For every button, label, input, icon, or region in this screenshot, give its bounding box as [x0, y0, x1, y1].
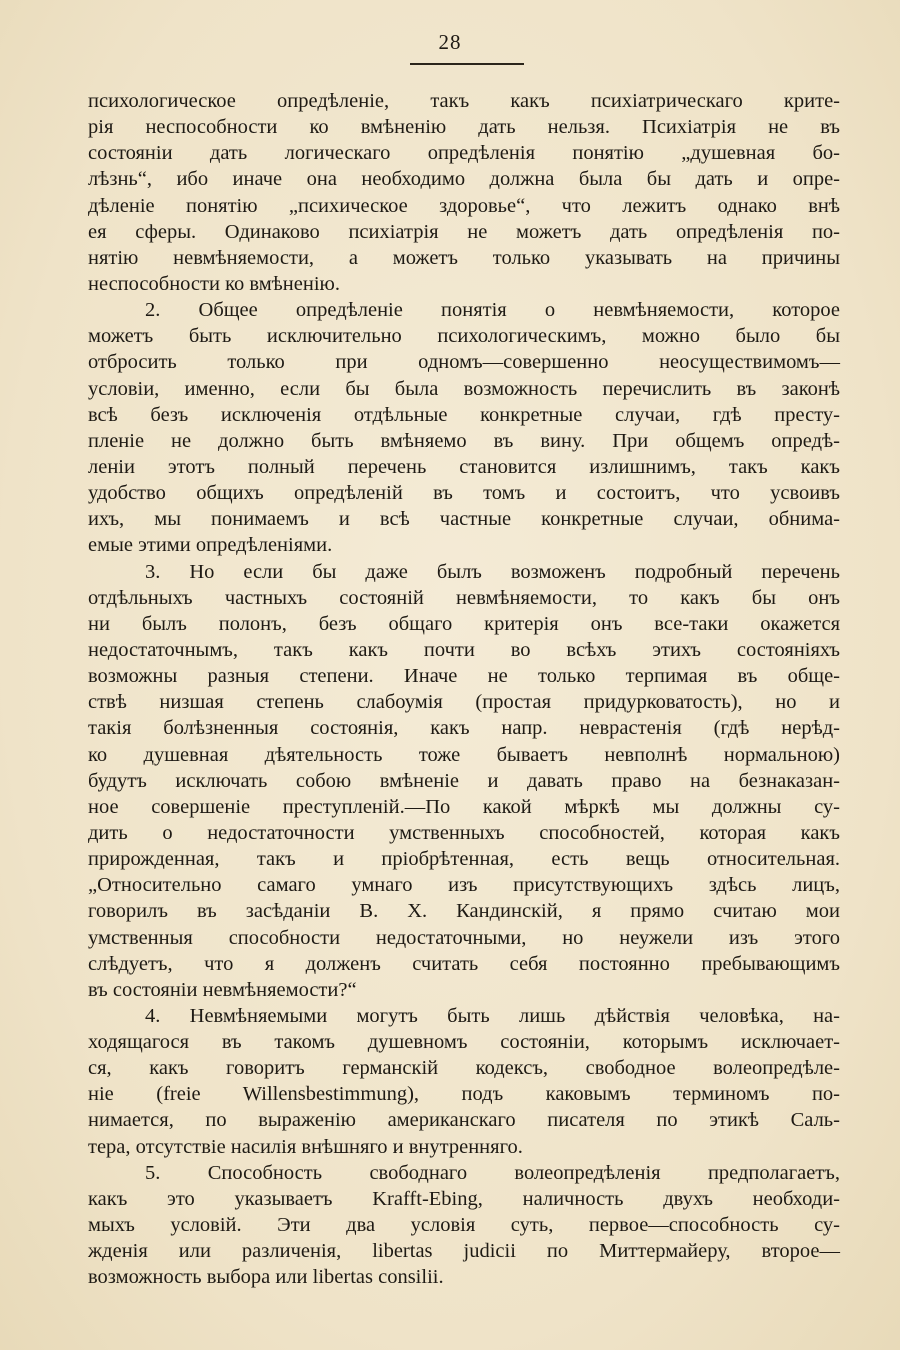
text-line: дить о недостаточности умственныхъ способностей, которая какъ — [88, 821, 840, 844]
text-line: неспособности ко вмѣненію. — [88, 272, 340, 295]
text-line: леніи этотъ полный перечень становится излишнимъ, такъ какъ — [88, 455, 840, 478]
text-line: ное совершеніе преступленій.—По какой мѣркѣ мы должны су- — [88, 795, 840, 818]
text-line: ко душевная дѣятельность тоже бываетъ невполнѣ нормальною) — [88, 743, 840, 766]
text-line: отдѣльныхъ частныхъ состояній невмѣняемости, то какъ бы онъ — [88, 586, 840, 609]
text-line: удобство общихъ опредѣленій въ томъ и состоитъ, что усвоивъ — [88, 482, 840, 505]
text-line: мыхъ условій. Эти два условія суть, первое—способность су- — [88, 1214, 840, 1237]
page-number: 28 — [438, 30, 462, 54]
text-line: будутъ исключать собою вмѣненіе и давать право на безнаказан- — [88, 769, 840, 792]
text-line: нимается, по выраженію американскаго писателя по этикѣ Саль- — [88, 1109, 840, 1132]
text-line: условіи, именно, если бы была возможность перечислить въ законѣ — [88, 377, 840, 400]
text-line: рія неспособности ко вмѣненію дать нельзя. Психіатрія не въ — [88, 116, 840, 139]
text-line: 5. Способность свободнаго волеопредѣленія предполагаетъ, — [145, 1161, 840, 1184]
text-line: отбросить только при одномъ—совершенно неосуществимомъ— — [88, 351, 840, 374]
text-line: ихъ, мы понимаемъ и всѣ частные конкретные случаи, обнима- — [88, 508, 840, 531]
text-line: лѣзнь“, ибо иначе она необходимо должна была бы дать и опре- — [88, 168, 840, 191]
text-line: пленіе не должно быть вмѣняемо въ вину. При общемъ опредѣ- — [88, 429, 840, 452]
text-line: нятію невмѣняемости, а можетъ только указывать на причины — [88, 246, 840, 269]
text-line: ніе (freie Willensbestimmung), подъ каковымъ терминомъ по- — [88, 1083, 840, 1106]
text-line: можетъ быть исключительно психологическимъ, можно было бы — [88, 325, 840, 348]
text-line: 4. Невмѣняемыми могутъ быть лишь дѣйствія человѣка, на- — [145, 1004, 840, 1027]
text-line: недостаточнымъ, такъ какъ почти во всѣхъ этихъ состояніяхъ — [88, 638, 840, 661]
text-line: емые этими опредѣленіями. — [88, 534, 333, 557]
text-line: ходящагося въ такомъ душевномъ состояніи, которымъ исключает- — [88, 1031, 840, 1054]
text-line: говорилъ въ засѣданіи В. Х. Кандинскій, я прямо считаю мои — [88, 900, 840, 923]
text-line: слѣдуетъ, что я долженъ считать себя постоянно пребывающимъ — [88, 952, 840, 975]
text-line: въ состояніи невмѣняемости?“ — [88, 978, 357, 1001]
text-line: жденія или различенія, libertas judicii по Миттермайеру, второе— — [88, 1240, 840, 1263]
text-line: ствѣ низшая степень слабоумія (простая придурковатость), но и — [88, 691, 840, 714]
text-line: психологическое опредѣленіе, такъ какъ психіатрическаго крите- — [88, 90, 840, 112]
text-line: тера, отсутствіе насилія внѣшняго и внутренняго. — [88, 1135, 523, 1158]
text-line: возможность выбора или libertas consilii. — [88, 1266, 444, 1289]
text-line: всѣ безъ исключенія отдѣльные конкретные случаи, гдѣ престу- — [88, 403, 840, 426]
text-line: 2. Общее опредѣленіе понятія о невмѣняемости, которое — [145, 299, 840, 322]
text-line: ся, какъ говоритъ германскій кодексъ, свободное волеопредѣле- — [88, 1057, 840, 1080]
text-line: ея сферы. Одинаково психіатрія не можетъ дать опредѣленія по- — [88, 220, 840, 243]
text-line: ни былъ полонъ, безъ общаго критерія онъ все-таки окажется — [88, 612, 840, 635]
page-number-rule — [410, 63, 524, 65]
text-line: состояніи дать логическаго опредѣленія понятію „душевная бо- — [88, 142, 840, 165]
body-text — [88, 88, 840, 1290]
text-line: дѣленіе понятію „психическое здоровье“, что лежитъ однако внѣ — [88, 194, 840, 217]
text-line: прирожденная, такъ и пріобрѣтенная, есть вещь относительная. — [88, 848, 840, 871]
text-line: возможны разныя степени. Иначе не только терпимая въ обще- — [88, 665, 840, 688]
text-line: „Относительно самаго умнаго изъ присутствующихъ здѣсь лицъ, — [88, 874, 840, 897]
text-line: 3. Но если бы даже былъ возможенъ подробный перечень — [145, 560, 840, 583]
text-line: умственныя способности недостаточными, но неужели изъ этого — [88, 926, 840, 949]
text-line: такія болѣзненныя состоянія, какъ напр. неврастенія (гдѣ нерѣд- — [88, 717, 840, 740]
text-line: какъ это указываетъ Krafft-Ebing, наличность двухъ необходи- — [88, 1187, 840, 1210]
